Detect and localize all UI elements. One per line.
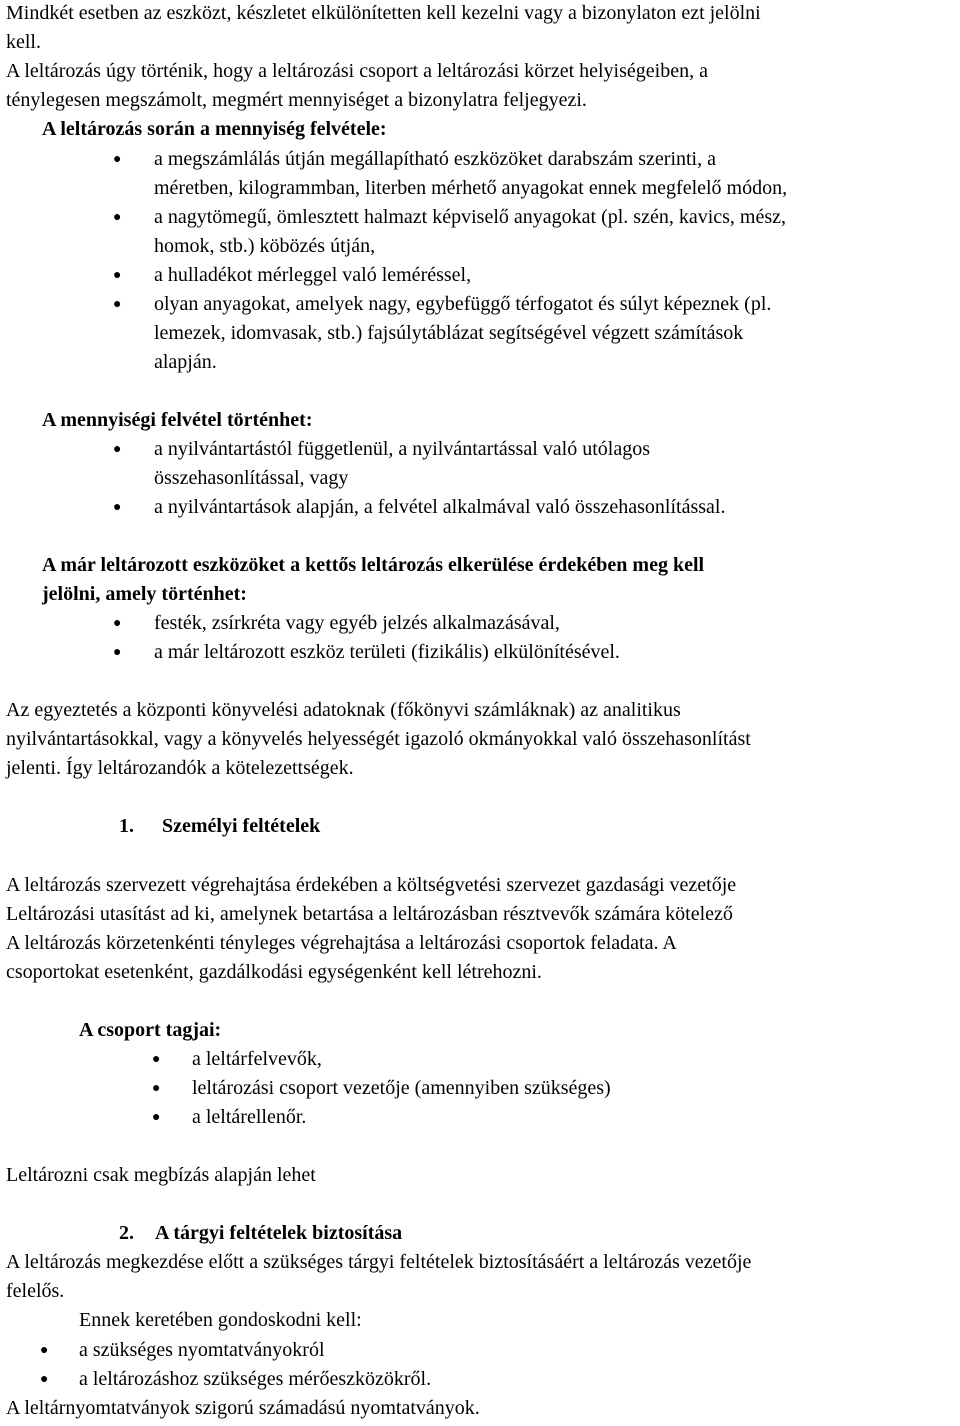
bullet-icon: ● [152, 1110, 161, 1125]
section-number: 2. [119, 1222, 134, 1244]
section-heading: A már leltározott eszközöket a kettős leltározás elkerülése érdekében meg kell [42, 554, 705, 576]
bullet-icon: ● [40, 1372, 49, 1387]
list-item: a nyilvántartástól függetlenül, a nyilvántartással való utólagos [154, 438, 650, 460]
bullet-icon: ● [113, 210, 122, 225]
intro-line: A leltározás úgy történik, hogy a leltározási csoport a leltározási körzet helyiségeiben, a [6, 60, 708, 82]
paragraph-line: Az egyeztetés a központi könyvelési adatoknak (főkönyvi számláknak) az analitikus [6, 699, 681, 721]
section-number: 1. [119, 815, 134, 837]
list-item: a leltározáshoz szükséges mérőeszközökről. [79, 1368, 432, 1390]
paragraph-line: csoportokat esetenként, gazdálkodási egységenként kell létrehozni. [6, 961, 542, 983]
group-heading: A csoport tagjai: [79, 1019, 222, 1041]
section-title: Személyi feltételek [162, 815, 321, 837]
paragraph-line: A leltárnyomtatványok szigorú számadású nyomtatványok. [6, 1397, 480, 1419]
section-heading: A mennyiségi felvétel történhet: [42, 409, 313, 431]
list-item: a nyilvántartások alapján, a felvétel alkalmával való összehasonlítással. [154, 496, 726, 518]
bullet-icon: ● [152, 1081, 161, 1096]
list-item: méretben, kilogrammban, literben mérhető anyagokat ennek megfelelő módon, [154, 177, 788, 199]
paragraph-line: A leltározás körzetenkénti tényleges végrehajtása a leltározási csoportok feladata. A [6, 932, 677, 954]
list-item: a leltárfelvevők, [192, 1048, 322, 1070]
list-item: leltározási csoport vezetője (amennyiben szükséges) [192, 1077, 611, 1099]
list-item: a leltárellenőr. [192, 1106, 307, 1128]
paragraph-line: A leltározás megkezdése előtt a szükséges tárgyi feltételek biztosításáért a leltározás vezetője [6, 1251, 752, 1273]
paragraph-line: Leltározni csak megbízás alapján lehet [6, 1164, 316, 1186]
bullet-icon: ● [113, 152, 122, 167]
intro-line: kell. [6, 31, 41, 53]
section-heading: jelölni, amely történhet: [42, 583, 247, 605]
list-item: olyan anyagokat, amelyek nagy, egybefüggő térfogatot és súlyt képeznek (pl. [154, 293, 772, 315]
bullet-icon: ● [113, 297, 122, 312]
list-item: a már leltározott eszköz területi (fizikális) elkülönítésével. [154, 641, 620, 663]
bullet-icon: ● [113, 442, 122, 457]
paragraph-line: Ennek keretében gondoskodni kell: [79, 1309, 362, 1331]
list-item: alapján. [154, 351, 217, 373]
bullet-icon: ● [152, 1052, 161, 1067]
list-item: a szükséges nyomtatványokról [79, 1339, 325, 1361]
list-item: összehasonlítással, vagy [154, 467, 349, 489]
paragraph-line: jelenti. Így leltározandók a kötelezettségek. [6, 757, 354, 779]
bullet-icon: ● [113, 268, 122, 283]
list-item: a hulladékot mérleggel való leméréssel, [154, 264, 472, 286]
intro-line: ténylegesen megszámolt, megmért mennyiséget a bizonylatra feljegyezi. [6, 89, 587, 111]
bullet-icon: ● [40, 1343, 49, 1358]
paragraph-line: felelős. [6, 1280, 65, 1302]
section-title: A tárgyi feltételek biztosítása [155, 1222, 403, 1244]
bullet-icon: ● [113, 500, 122, 515]
bullet-icon: ● [113, 616, 122, 631]
section-heading: A leltározás során a mennyiség felvétele: [42, 118, 387, 140]
list-item: festék, zsírkréta vagy egyéb jelzés alkalmazásával, [154, 612, 560, 634]
bullet-icon: ● [113, 645, 122, 660]
list-item: a megszámlálás útján megállapítható eszközöket darabszám szerinti, a [154, 148, 716, 170]
paragraph-line: nyilvántartásokkal, vagy a könyvelés helyességét igazoló okmányokkal való összehasonlítást [6, 728, 751, 750]
list-item: homok, stb.) köbözés útján, [154, 235, 376, 257]
intro-line: Mindkét esetben az eszközt, készletet elkülönítetten kell kezelni vagy a bizonylaton ezt jelölni [6, 2, 761, 24]
list-item: a nagytömegű, ömlesztett halmazt képviselő anyagokat (pl. szén, kavics, mész, [154, 206, 787, 228]
paragraph-line: Leltározási utasítást ad ki, amelynek betartása a leltározásban résztvevők számára kötelező [6, 903, 733, 925]
paragraph-line: A leltározás szervezett végrehajtása érdekében a költségvetési szervezet gazdasági vezetője [6, 874, 737, 896]
list-item: lemezek, idomvasak, stb.) fajsúlytáblázat segítségével végzett számítások [154, 322, 744, 344]
